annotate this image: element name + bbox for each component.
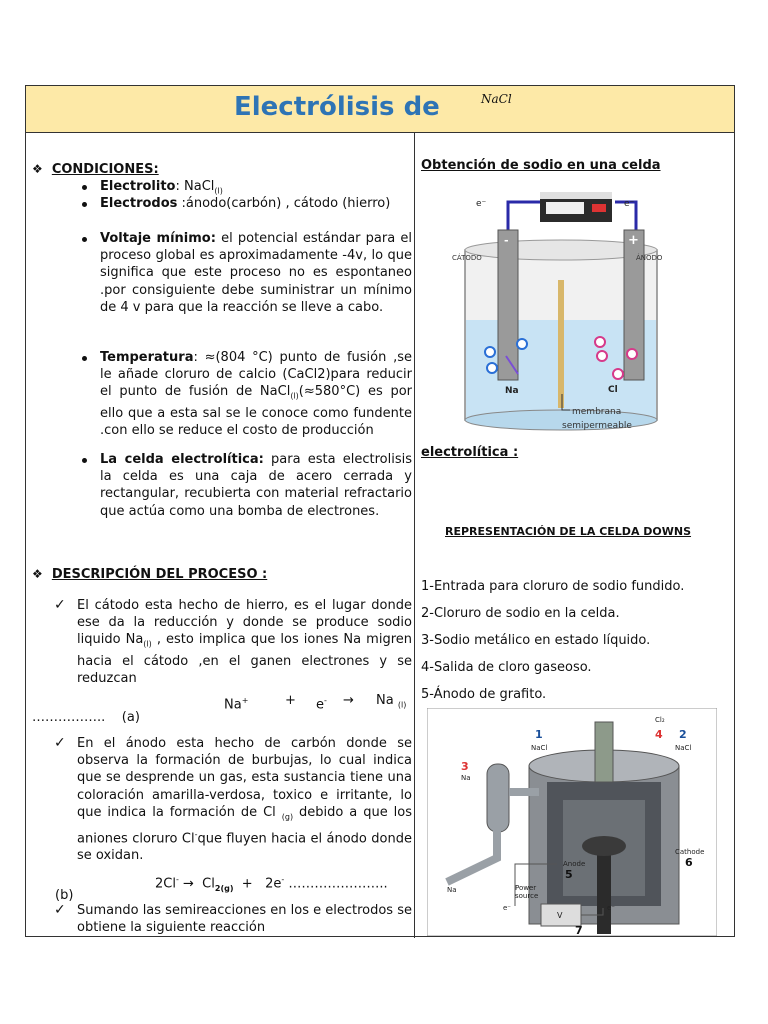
- title-bar: [26, 86, 734, 133]
- bullet-electrodos: Electrodos :ánodo(carbón) , cátodo (hierro): [100, 196, 391, 211]
- electron-label-left: e⁻: [476, 199, 487, 209]
- label-4: 4: [655, 728, 663, 741]
- electron-label-right: e⁻: [624, 199, 635, 209]
- bullet-dot-icon: [82, 202, 87, 207]
- equation-a-label: …………….. (a): [32, 710, 140, 725]
- bullet-dot-icon: [82, 458, 87, 463]
- conditions-heading: ❖ CONDICIONES:: [32, 162, 159, 177]
- list-item: 1-Entrada para cloruro de sodio fundido.: [421, 579, 685, 594]
- checkmark-icon: ✓: [54, 902, 66, 918]
- equation-a-electron: e-: [316, 696, 327, 713]
- process-sum: Sumando las semireacciones en los e electrodos se obtiene la siguiente reacción: [77, 903, 412, 936]
- membrane-label-2: semipermeable: [562, 421, 632, 431]
- list-item: 3-Sodio metálico en estado líquido.: [421, 633, 651, 648]
- equation-a-arrow: →: [343, 693, 354, 708]
- bullet-celda: La celda electrolítica: para esta electrolisis la celda es una caja de acero cerrada y rectangular, recubierta con material refractario que actúa como una bomba de electrones.: [100, 452, 412, 519]
- label-2: 2: [679, 728, 687, 741]
- checkmark-icon: ✓: [54, 597, 66, 613]
- label-nacl-2: NaCl: [675, 744, 692, 752]
- bullet-voltaje: Voltaje mínimo: el potencial estándar para el proceso global es aproximadamente -4v, lo que significa que este proceso no es espontaneo .por consiguiente debe suministrar un mínimo de 4 v para que la reacción se lleve a cabo.: [100, 231, 412, 315]
- process-heading: ❖ DESCRIPCIÓN DEL PROCESO :: [32, 567, 268, 582]
- label-1: 1: [535, 728, 543, 741]
- bullet-dot-icon: [82, 237, 87, 242]
- label-na-3: Na: [461, 774, 471, 782]
- na-ion-label: Na: [505, 386, 519, 396]
- diamond-bullet-icon: ❖: [32, 567, 43, 581]
- downs-list: [421, 573, 684, 708]
- label-cathode: Cathode: [675, 848, 705, 856]
- title-formula: NaCl: [481, 92, 512, 106]
- cell-heading: Obtención de sodio en una celda: [421, 158, 661, 173]
- checkmark-icon: ✓: [54, 735, 66, 751]
- membrane-label: membrana: [572, 407, 622, 417]
- label-na-out: Na: [447, 886, 457, 894]
- label-source: source: [515, 892, 539, 900]
- label-anode: Anode: [563, 860, 586, 868]
- downs-heading: REPRESENTACIÓN DE LA CELDA DOWNS: [445, 525, 692, 538]
- bullet-dot-icon: [82, 185, 87, 190]
- list-item: 2-Cloruro de sodio en la celda.: [421, 606, 620, 621]
- label-v: V: [557, 911, 563, 920]
- column-divider: [414, 132, 415, 938]
- equation-a-na: Na+: [224, 696, 249, 713]
- label-6: 6: [685, 856, 693, 869]
- label-cl2: Cl₂: [655, 716, 665, 724]
- label-7: 7: [575, 924, 583, 936]
- equation-b: $2Cl^- \to Cl_{2(g)}$ + 2e- …………………..: [155, 875, 388, 893]
- process-cathode: El cátodo esta hecho de hierro, es el lugar donde ese da la reducción y donde se produce sodio liquido $Na_{(l)}$ , esto implica que los iones Na migren hacia el cátodo ,en el ganen electrones y se reduzcan: [77, 598, 413, 687]
- diamond-bullet-icon: ❖: [32, 162, 43, 176]
- label-e1: e⁻: [503, 904, 512, 912]
- list-item: 5-Ánodo de grafito.: [421, 687, 547, 702]
- page-title: Electrólisis de: [234, 92, 440, 122]
- equation-a-plus: +: [285, 693, 296, 708]
- cl-ion-label: Cl: [608, 385, 618, 395]
- label-e2: e⁻: [607, 904, 616, 912]
- label-3: 3: [461, 760, 469, 773]
- cathode-label: CÁTODO: [452, 254, 482, 262]
- bullet-dot-icon: [82, 356, 87, 361]
- label-nacl-1: NaCl: [531, 744, 548, 752]
- equation-b-label: (b): [55, 888, 74, 903]
- anode-sign: +: [628, 233, 639, 248]
- electrolysis-cell-diagram: [440, 188, 670, 438]
- label-5: 5: [565, 868, 573, 881]
- process-anode: En el ánodo esta hecho de carbón donde se observa la formación de burbujas, lo cual indica que se desprende un gas, esta sustancia tiene una coloración amarilla-verdosa, toxico e irritante, lo que indica la formación de Cl $_{(g)}$ debido a que los aniones cloruro Cl-que fluyen hacia el ánodo donde se oxidan.: [77, 736, 412, 864]
- bullet-temperatura: Temperatura: ≈(804 °C) punto de fusión ,se le añade cloruro de calcio (CaCl2)para reducir el punto de fusión de NaCl$_{(l)}$(≈580°C) es por ello que a esta sal se le conoce como fundente .con ello se reduce el costo de producción: [100, 350, 413, 439]
- equation-a-product: Na $_{(l)}$: [376, 693, 407, 710]
- downs-cell-diagram: [427, 708, 717, 936]
- label-power: Power: [515, 884, 537, 892]
- list-item: 4-Salida de cloro gaseoso.: [421, 660, 592, 675]
- bullet-electrolito: Electrolito: NaCl$_{(l)}$: [100, 179, 223, 196]
- anode-label: ÁNODO: [636, 254, 663, 262]
- cathode-sign: -: [504, 234, 509, 247]
- cell-heading-2: electrolítica :: [421, 445, 519, 460]
